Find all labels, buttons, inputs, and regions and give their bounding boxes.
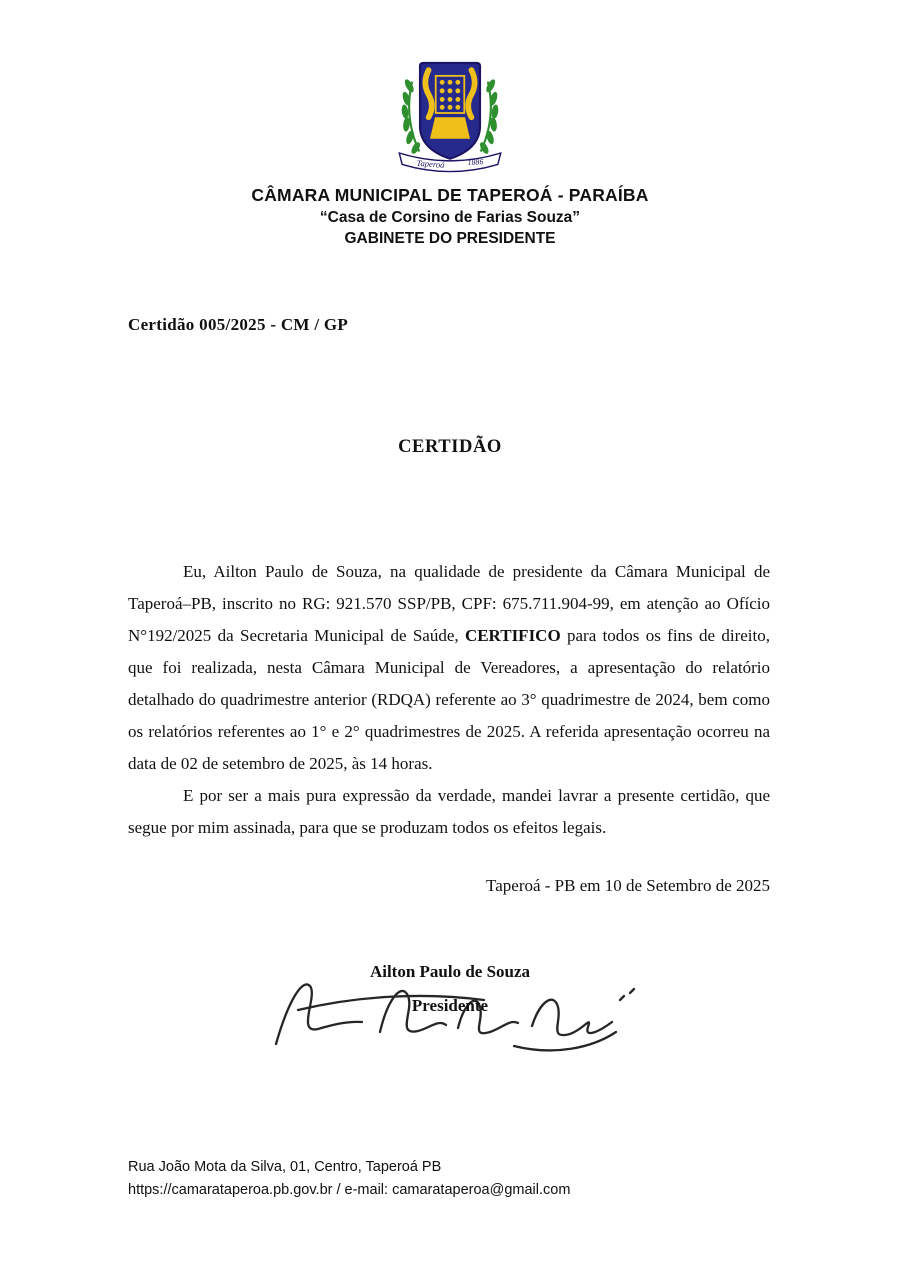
coat-of-arms-icon bbox=[375, 60, 525, 176]
document-reference: Certidão 005/2025 - CM / GP bbox=[128, 315, 349, 335]
banner-year: 1886 bbox=[467, 157, 484, 168]
logo-container bbox=[0, 0, 900, 168]
office-title: GABINETE DO PRESIDENTE bbox=[344, 229, 556, 247]
body-paragraph-1 bbox=[128, 556, 770, 780]
certifico-emphasis: CERTIFICO bbox=[464, 626, 561, 646]
document-body bbox=[128, 556, 770, 844]
body-paragraph-2: E por ser a mais pura expressão da verdade, mandei lavrar a presente certidão, que segue por mim assinada, para que se produzam todos os efeitos legais. bbox=[128, 786, 770, 838]
signature-block bbox=[0, 962, 900, 1112]
shield-base bbox=[430, 117, 470, 138]
document-title: CERTIDÃO bbox=[398, 437, 502, 458]
org-name: CÂMARA MUNICIPAL DE TAPEROÁ - PARAÍBA bbox=[251, 185, 649, 205]
banner-text: Taperoá bbox=[416, 157, 445, 170]
footer-contact: https://camarataperoa.pb.gov.br / e-mail: camarataperoa@gmail.com bbox=[128, 1182, 571, 1199]
letterhead bbox=[0, 184, 900, 249]
org-subtitle: “Casa de Corsino de Farias Souza” bbox=[319, 208, 581, 226]
right-branch bbox=[478, 78, 499, 155]
paragraph-text: para todos os fins de direito, que foi realizada, nesta Câmara Municipal de Vereadores, a apresentação do relatório detalhado do quadrimestre anterior (RDQA) referente ao 3° quadrimestre de 2024, bem como os relatórios referentes ao 1° e 2° quadrimestres de 2025. A referida apresentação ocorreu na data de 02 de setembro de 2025, às 14 horas. bbox=[128, 626, 770, 774]
paragraph-text: Eu, Ailton Paulo de Souza, na qualidade de presidente da Câmara Municipal de Taperoá–PB, inscrito no RG: 921.570 SSP/PB, CPF: 675.711.904-99, em atenção ao Ofício N°192/2025 da Secretaria Municipal de Saúde, bbox=[128, 562, 770, 646]
dateline: Taperoá - PB em 10 de Setembro de 2025 bbox=[486, 876, 770, 896]
signer-role: Presidente bbox=[411, 996, 489, 1016]
signer-name: Ailton Paulo de Souza bbox=[369, 962, 531, 982]
left-branch bbox=[401, 78, 422, 155]
page-footer bbox=[128, 1156, 570, 1202]
footer-address: Rua João Mota da Silva, 01, Centro, Taperoá PB bbox=[128, 1159, 442, 1175]
